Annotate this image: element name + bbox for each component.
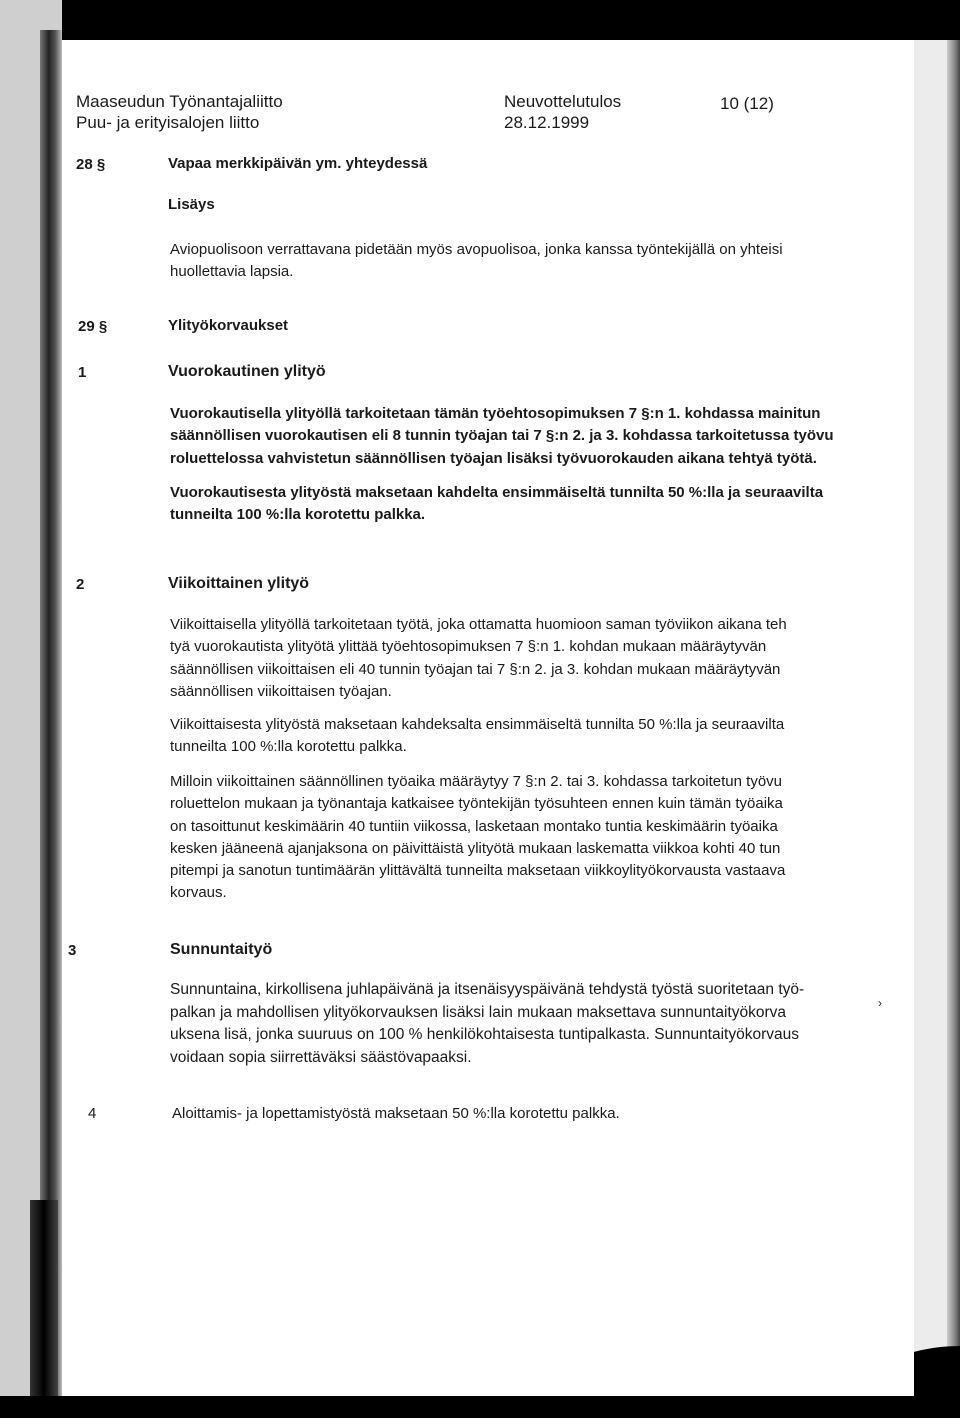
- subsection-3-number: 3: [68, 942, 77, 959]
- section-28-subheading: Lisäys: [168, 196, 215, 213]
- subsection-2-paragraph-3: [170, 771, 870, 905]
- section-29-number: 29 §: [78, 318, 108, 335]
- paragraph-line: säännöllisen viikoittaisen eli 40 tunnin työajan tai 7 §:n 2. ja 3. kohdan mukaan määräytyvän: [170, 660, 781, 678]
- subsection-2-number: 2: [76, 576, 85, 593]
- subsection-2-paragraph-1: [170, 614, 870, 703]
- paragraph-line: kesken jääneenä ajanjaksona on päivittäistä ylityötä mukaan laskematta viikkoa kohti 40 tun: [170, 839, 781, 857]
- paragraph-line: korvaus.: [170, 884, 227, 902]
- subsection-1-title: Vuorokautinen ylityö: [168, 363, 326, 380]
- subsection-1-paragraph-2: [170, 482, 870, 527]
- subsection-4-text: Aloittamis- ja lopettamistyöstä maksetaan 50 %:lla korotettu palkka.: [172, 1105, 620, 1122]
- paragraph-line: on tasoittunut keskimäärin 40 tuntiin viikossa, lasketaan montako tuntia keskimäärin työaika: [170, 817, 778, 835]
- paragraph-line: uksena lisä, jonka suuruus on 100 % henkilökohtaisesta tuntipalkasta. Sunnuntaityökorvaus: [170, 1026, 800, 1043]
- section-29-title: Ylityökorvaukset: [168, 317, 289, 334]
- paragraph-line: Viikoittaisella ylityöllä tarkoitetaan työtä, joka ottamatta huomioon saman työviikon aikana teh: [170, 616, 787, 633]
- subsection-1-paragraph-1: [170, 403, 870, 470]
- subsection-2-paragraph-2: [170, 714, 870, 759]
- section-28-title: Vapaa merkkipäivän ym. yhteydessä: [168, 155, 428, 172]
- paragraph-line: Vuorokautisesta ylityöstä maksetaan kahdelta ensimmäiseltä tunnilta 50 %:lla ja seuraavilta: [170, 484, 824, 501]
- paragraph-line: Sunnuntaina, kirkollisena juhlapäivänä ja itsenäisyyspäivänä tehdystä työstä suoritetaan työ-: [170, 981, 805, 998]
- section-28-number: 28 §: [76, 156, 106, 173]
- paragraph-line: roluettelossa vahvistetun säännöllisen työajan lisäksi työvuorokauden aikana tehtyä työtä.: [170, 449, 817, 467]
- scan-border-top: [0, 0, 960, 40]
- paragraph-line: Vuorokautisella ylityöllä tarkoitetaan tämän työehtosopimuksen 7 §:n 1. kohdassa mainitun: [170, 405, 821, 422]
- paragraph-line: huollettavia lapsia.: [170, 263, 294, 281]
- header-org-line2: Puu- ja erityisalojen liitto: [76, 113, 260, 132]
- paragraph-line: tyä vuorokautista ylityötä ylittää työehtosopimuksen 7 §:n 1. kohdan mukaan määräytyvän: [170, 638, 767, 656]
- paragraph-line: tunneilta 100 %:lla korotettu palkka.: [170, 506, 426, 524]
- header-doc-type: Neuvottelutulos: [504, 92, 622, 111]
- subsection-4-number: 4: [88, 1105, 97, 1122]
- subsection-1-number: 1: [78, 364, 87, 381]
- paragraph-line: Aviopuolisoon verrattavana pidetään myös avopuolisoa, jonka kanssa työntekijällä on yhteisi: [170, 241, 783, 258]
- header-doc-date: 28.12.1999: [504, 113, 590, 132]
- paragraph-line: Milloin viikoittainen säännöllinen työaika määräytyy 7 §:n 2. tai 3. kohdassa tarkoitetun työvu: [170, 773, 783, 790]
- paragraph-line: tunneilta 100 %:lla korotettu palkka.: [170, 738, 407, 756]
- margin-mark: ›: [878, 996, 882, 1010]
- paragraph-line: säännöllisen vuorokautisen eli 8 tunnin työajan tai 7 §:n 2. ja 3. kohdassa tarkoitetussa työvu: [170, 427, 834, 445]
- paragraph-line: palkan ja mahdollisen ylityökorvauksen lisäksi lain mukaan maksettava sunnuntaityökorva: [170, 1003, 787, 1021]
- document-page: [62, 40, 914, 1396]
- paragraph-line: roluettelon mukaan ja työnantaja katkaisee työntekijän työsuhteen ennen kuin tämän työaika: [170, 795, 783, 813]
- header-page-number: 10 (12): [720, 94, 774, 113]
- subsection-3-paragraph: [170, 979, 870, 1069]
- section-28-paragraph: [170, 239, 870, 284]
- subsection-2-title: Viikoittainen ylityö: [168, 575, 310, 592]
- header-org-line1: Maaseudun Työnantajaliitto: [76, 92, 283, 111]
- scan-border-left: [0, 0, 62, 1418]
- subsection-3-title: Sunnuntaityö: [170, 941, 273, 958]
- paragraph-line: pitempi ja sanotun tuntimäärän ylittävältä tunneilta maksetaan viikkoylityökorvausta vastaava: [170, 862, 786, 880]
- paragraph-line: voidaan sopia siirrettäväksi säästövapaaksi.: [170, 1048, 472, 1066]
- paragraph-line: säännöllisen viikoittaisen työajan.: [170, 682, 392, 700]
- scan-border-bottom: [0, 1396, 960, 1418]
- paragraph-line: Viikoittaisesta ylityöstä maksetaan kahdeksalta ensimmäiseltä tunnilta 50 %:lla ja seuraavilta: [170, 716, 785, 733]
- scan-border-right: [914, 40, 960, 1400]
